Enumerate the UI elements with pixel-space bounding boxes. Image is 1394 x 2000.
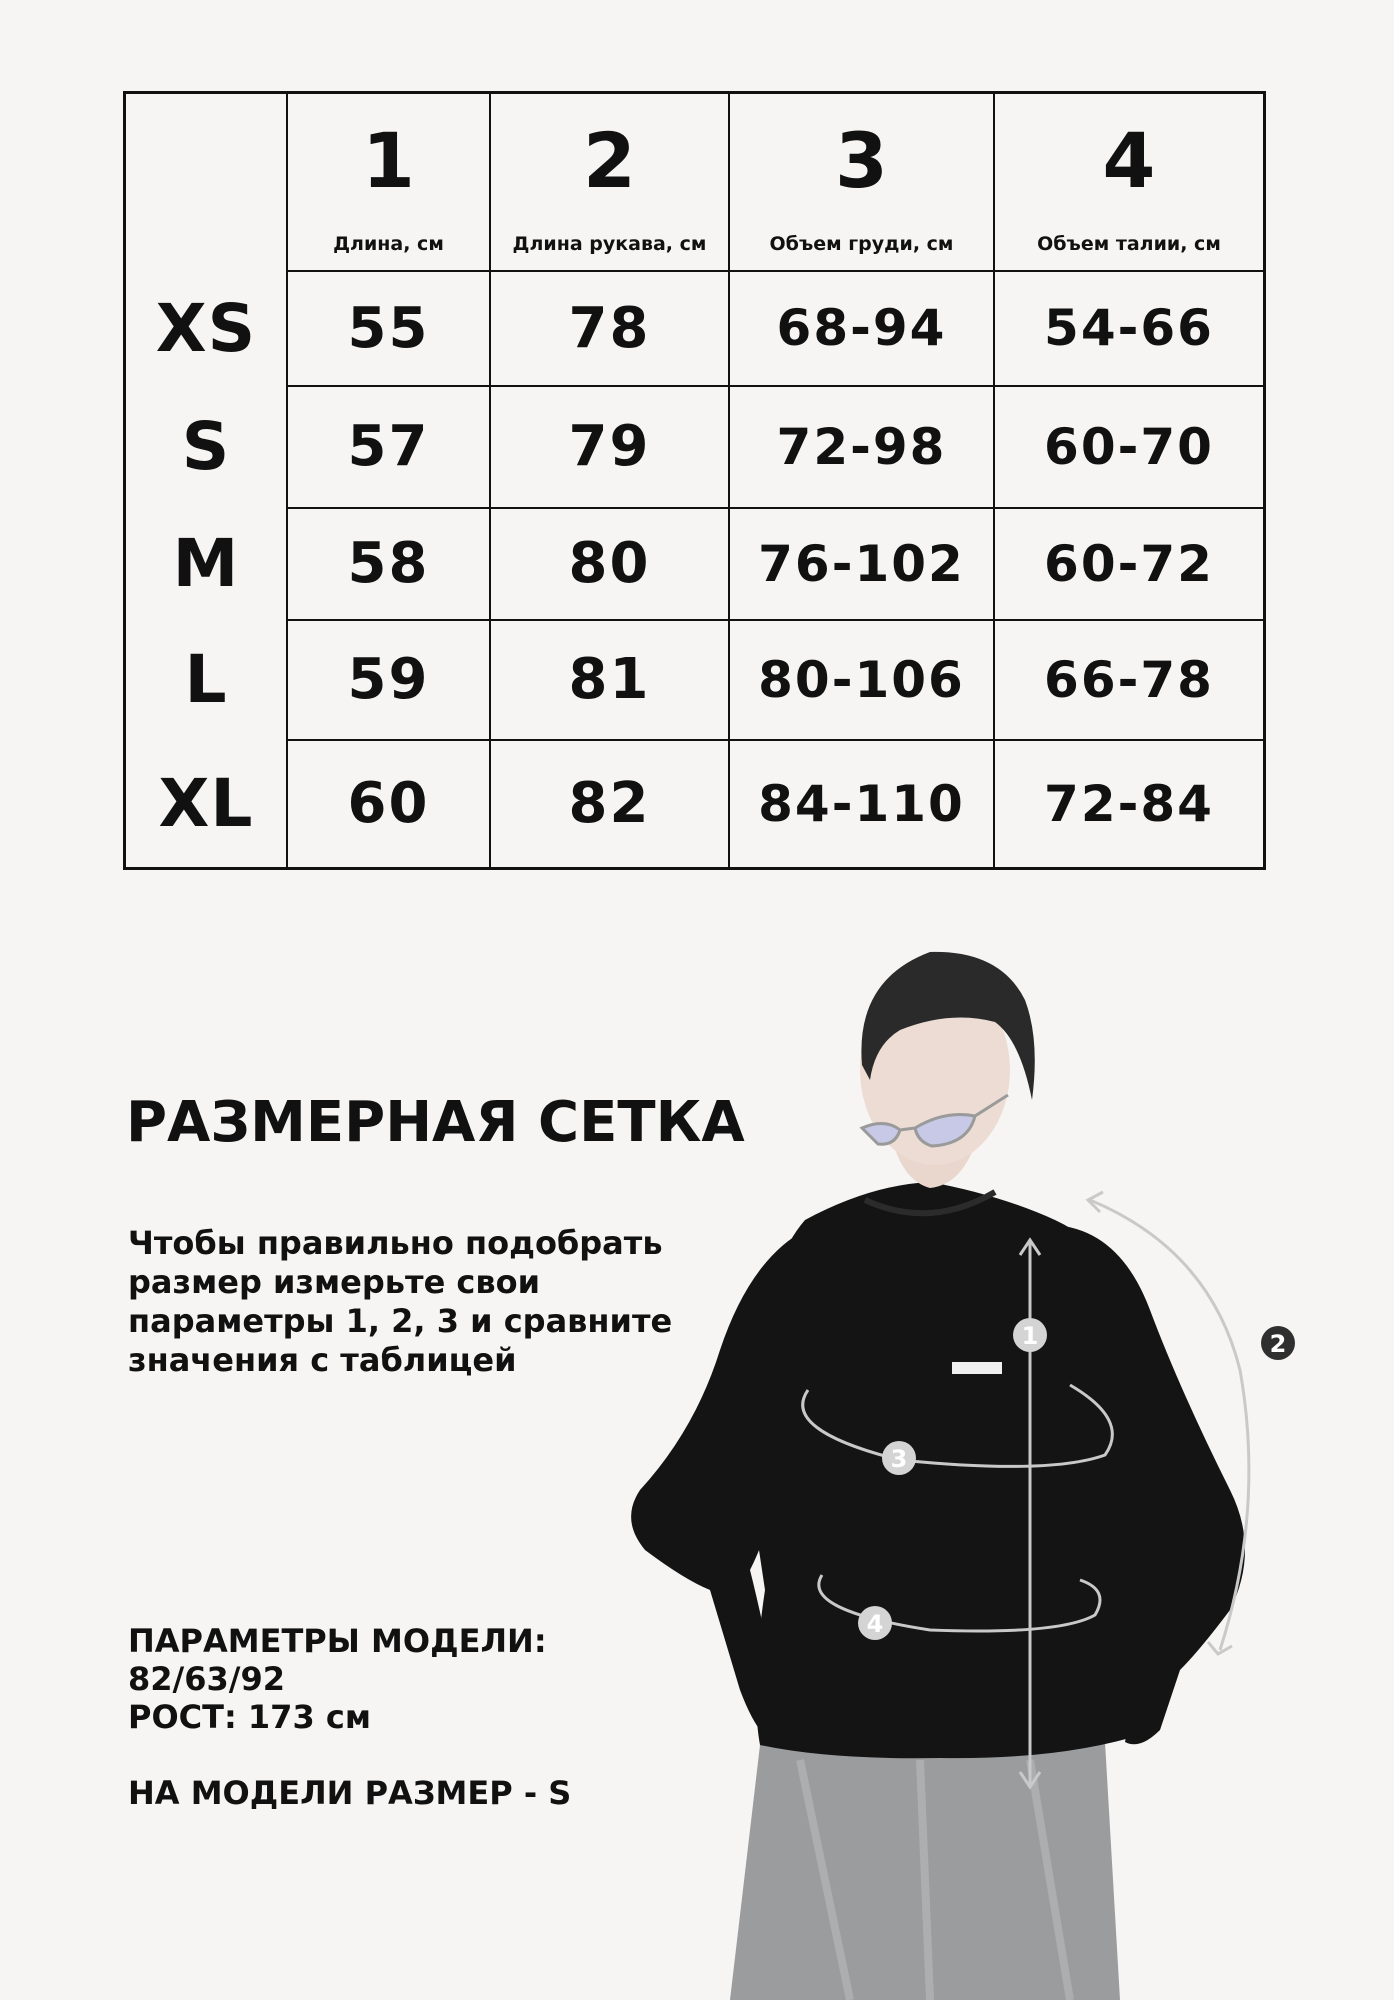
marker-4	[858, 1606, 892, 1640]
table-row	[125, 386, 1265, 508]
size-label-cell	[125, 508, 288, 620]
marker-number: 1	[1021, 1322, 1039, 1350]
table-cell	[287, 508, 490, 620]
length-value: 58	[347, 531, 430, 596]
column-header-length	[287, 93, 490, 271]
column-label: Длина, см	[333, 232, 444, 255]
table-cell	[994, 386, 1265, 508]
table-cell	[729, 386, 994, 508]
chest-value: 76-102	[758, 534, 965, 593]
chest-value: 80-106	[758, 650, 965, 709]
waist-value: 60-70	[1044, 417, 1214, 476]
size-label-cell	[125, 620, 288, 740]
marker-3	[882, 1441, 916, 1475]
marker-number: 2	[1269, 1330, 1287, 1358]
table-cell	[729, 271, 994, 386]
sleeve-value: 80	[568, 531, 651, 596]
table-cell	[490, 740, 729, 869]
table-row	[125, 508, 1265, 620]
table-cell	[287, 740, 490, 869]
table-cell	[994, 508, 1265, 620]
marker-1	[1013, 1318, 1047, 1352]
sleeve-value: 79	[568, 414, 651, 479]
shirt-brand-patch	[952, 1362, 1002, 1374]
intro-line: размер измерьте свои	[128, 1263, 541, 1301]
table-cell	[490, 620, 729, 740]
waist-value: 72-84	[1044, 774, 1214, 833]
table-row	[125, 740, 1265, 869]
table-cell	[994, 271, 1265, 386]
column-number: 1	[362, 115, 415, 205]
sleeve-value: 82	[568, 771, 651, 837]
size-label: XL	[158, 764, 254, 842]
chest-value: 68-94	[776, 299, 947, 357]
table-cell	[729, 508, 994, 620]
size-label-cell	[125, 271, 288, 386]
table-row	[125, 271, 1265, 386]
column-label: Объем груди, см	[769, 232, 954, 255]
chest-value: 84-110	[758, 774, 965, 833]
size-label: M	[172, 525, 240, 602]
sleeve-value: 81	[568, 647, 651, 712]
intro-line: значения с таблицей	[128, 1341, 517, 1379]
column-number: 3	[835, 115, 888, 205]
sleeve-value: 78	[568, 295, 651, 361]
column-header-sleeve-length	[490, 93, 729, 271]
intro-line: Чтобы правильно подобрать	[128, 1224, 663, 1262]
size-label: S	[181, 408, 231, 485]
column-header-chest	[729, 93, 994, 271]
model-size: НА МОДЕЛИ РАЗМЕР - S	[128, 1774, 572, 1812]
table-cell	[729, 740, 994, 869]
size-table	[123, 91, 1266, 870]
model-params-value: 82/63/92	[128, 1660, 285, 1698]
table-header-row	[125, 93, 1265, 271]
length-value: 57	[347, 414, 430, 479]
size-label-cell	[125, 740, 288, 869]
table-cell	[490, 508, 729, 620]
table-cell	[994, 740, 1265, 869]
length-value: 55	[347, 295, 430, 361]
table-corner-cell	[125, 93, 288, 271]
intro-line: параметры 1, 2, 3 и сравните	[128, 1302, 673, 1340]
table-cell	[490, 386, 729, 508]
column-label: Длина рукава, см	[512, 232, 707, 255]
column-number: 2	[583, 115, 636, 205]
size-label: XS	[155, 289, 257, 367]
waist-value: 54-66	[1044, 299, 1214, 357]
column-header-waist	[994, 93, 1265, 271]
chest-value: 72-98	[776, 417, 947, 476]
table-cell	[287, 271, 490, 386]
table-cell	[729, 620, 994, 740]
marker-number: 3	[890, 1445, 908, 1473]
table-cell	[490, 271, 729, 386]
length-value: 59	[347, 647, 430, 712]
length-value: 60	[347, 771, 430, 837]
model-params-label: ПАРАМЕТРЫ МОДЕЛИ:	[128, 1622, 547, 1660]
table-cell	[287, 620, 490, 740]
table-cell	[994, 620, 1265, 740]
column-number: 4	[1102, 115, 1156, 205]
waist-value: 60-72	[1044, 534, 1214, 593]
size-label: L	[184, 641, 228, 718]
size-label-cell	[125, 386, 288, 508]
model-height: РОСТ: 173 см	[128, 1698, 371, 1736]
model-photo-illustration	[600, 930, 1320, 2000]
marker-2	[1261, 1326, 1295, 1360]
waist-value: 66-78	[1044, 650, 1214, 709]
table-row	[125, 620, 1265, 740]
marker-number: 4	[866, 1610, 884, 1638]
table-cell	[287, 386, 490, 508]
page-title: РАЗМЕРНАЯ СЕТКА	[126, 1090, 745, 1155]
column-label: Объем талии, см	[1037, 232, 1221, 255]
